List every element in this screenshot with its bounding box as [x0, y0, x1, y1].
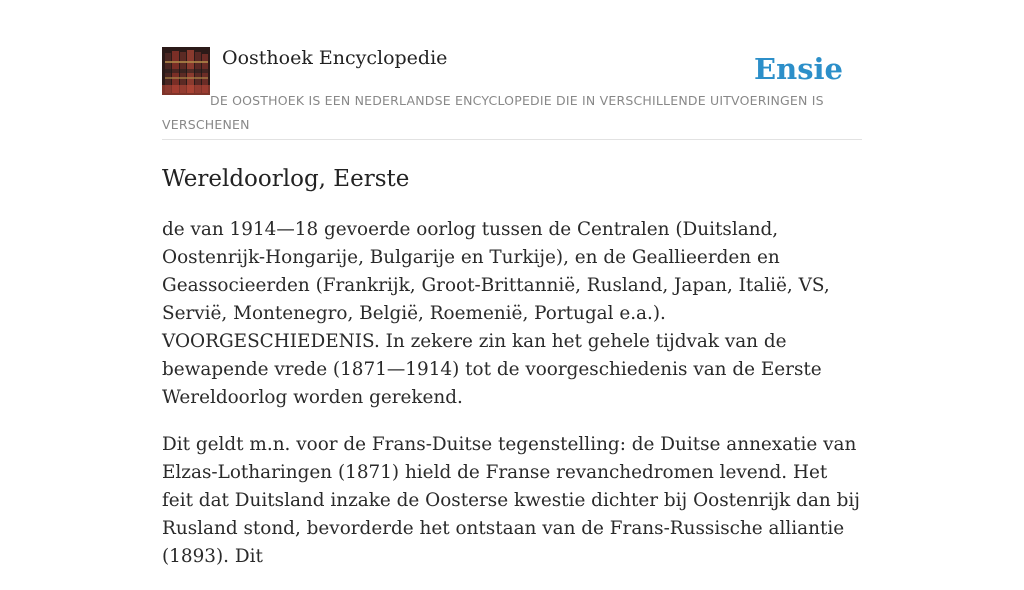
site-name[interactable]: Oosthoek Encyclopedie [222, 47, 448, 69]
site-description: DE OOSTHOEK IS EEN NEDERLANDSE ENCYCLOPEDIE DIE IN VERSCHILLENDE UITVOERINGEN IS VERSCHENEN [162, 93, 824, 132]
site-header [162, 46, 862, 140]
book-spines-icon [162, 47, 210, 95]
article-paragraph: de van 1914—18 gevoerde oorlog tussen de Centralen (Duitsland, Oostenrijk-Hongarije, Bulgarije en Turkije), en de Geallieerden en Geassocieerden (Frankrijk, Groot-Brittannië, Rusland, Japan, Italië, VS, Servië, Montenegro, België, Roemenië, Portugal e.a.). VOORGESCHIEDENIS. In zekere zin kan het gehele tijdvak van de bewapende vrede (1871—1914) tot de voorgeschiedenis van de Eerste Wereldoorlog worden gerekend. [162, 219, 830, 408]
brand-logo[interactable]: Ensie [754, 52, 843, 86]
avatar[interactable] [162, 47, 210, 95]
article-paragraph: Dit geldt m.n. voor de Frans-Duitse tegenstelling: de Duitse annexatie van Elzas-Lotharingen (1871) hield de Franse revanchedromen levend. Het feit dat Duitsland inzake de Oosterse kwestie dichter bij Oostenrijk dan bij Rusland stond, bevorderde het ontstaan van de Frans-Russische alliantie (1893). Dit [162, 434, 860, 567]
article-body [162, 216, 864, 590]
page-title: Wereldoorlog, Eerste [162, 166, 410, 192]
